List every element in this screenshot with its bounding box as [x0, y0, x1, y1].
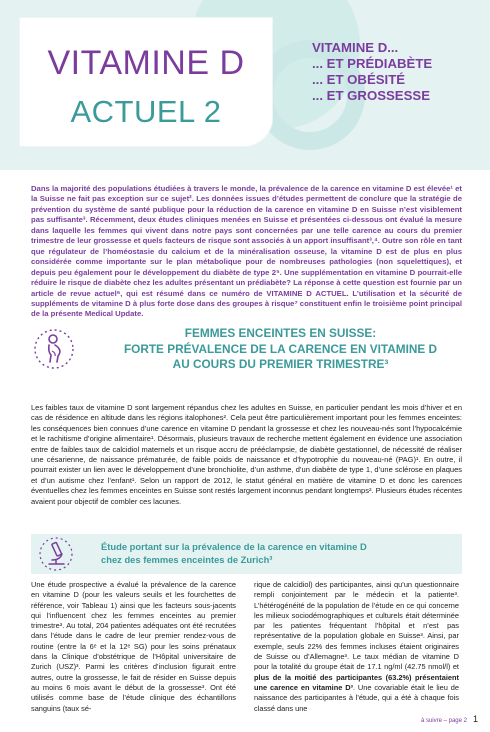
page-title-line2: ACTUEL 2 — [70, 94, 222, 129]
column-right — [254, 580, 459, 714]
column-left: Une étude prospective a évalué la prévalence de la carence en vitamine D (pour les valeurs seuils et les fourchettes de référence, voir Tableau 1) ainsi que les facteurs sous-jacents qui l’influencent chez les femmes enceintes au premier trimestre³. Au total, 204 patientes adéquates ont été recrutées dans l’étude dans le cadre de leur premier rendez-vous de routine (entre la 6ᵉ et la 12ᵉ SG) pour les soins prénataux dans la Clinique d’obstétrique de l’Hôpital universitaire de Zurich (USZ)³. Parmi les critères d’inclusion figurait entre autres, outre la grossesse, le fait de résider en Suisse depuis au moins 6 mois avant le début de la grossesse³. Ont été utilisés comme base de l’étude clinique des échantillons sanguins (taux sé- — [31, 580, 236, 713]
title-card — [20, 18, 272, 146]
page-footer — [421, 714, 478, 724]
column-text: . Une covariable était le lieu de naissance des participantes à l’étude, qui a été à chaque fois classé dans une — [254, 682, 459, 713]
section-body: Les faibles taux de vitamine D sont largement répandus chez les adultes en Suisse, en particulier pendant les mois d’hiver et en cas de résidence en altitude dans les régions italophones². Cela peut être particulièrement important pour les femmes enceintes: les conséquences bien connues d’une carence en vitamine D pendant la grossesse et chez les nouveau-nés sont l’hypocalcémie et le rachitisme d’origine alimentaire¹. Désormais, plusieurs travaux de recherche mettent également en évidence une association entre de faibles taux de calcidiol maternels et un risque accru de prééclampsie, de diabète gestationnel, de nécessité de réaliser une césarienne, de naissance prématurée, de faible poids de naissance et d’hypotrophie du nouveau-né (PAG)¹. En outre, il pourrait exister un lien avec le développement d’une bronchiolite, d’un asthme, d’un diabète de type 1, d’une sclérose en plaques et d’un autisme chez l’enfant¹. Selon un rapport de 2012, le statut général en matière de vitamine D et donc les carences éventuelles chez les femmes enceintes en Suisse sont restés largement inconnus pendant longtemps². Plusieurs études récentes avaient pour objectif de combler ces lacunes. — [31, 403, 462, 506]
pregnant-woman-icon — [33, 328, 75, 370]
page-title-line1: VITAMINE D — [47, 44, 245, 82]
study-heading — [101, 540, 431, 566]
microscope-icon — [38, 536, 74, 572]
topic-item: ... ET PRÉDIABÈTE — [312, 56, 433, 71]
section-heading-line: FORTE PRÉVALENCE DE LA CARENCE EN VITAMINE D — [123, 341, 438, 356]
column-emphasis: plus de la moitié des participantes (63.2%) présentaient une carence en vitamine D³ — [254, 672, 459, 692]
page-number: 1 — [472, 714, 478, 724]
column-text: rique de calcidiol) des participantes, ainsi qu’un questionnaire rempli conjointement par le médecin et la patiente³. L’hétérogénéité de la population de l’étude en ce qui concerne les milieux sociodémographiques et culturels était déterminée par les patientes fréquentant l’hôpital et n’est pas représentative de la population globale en Suisse³. Ainsi, par exemple, seuls 22% des femmes incluses étaient originaires de Suisse ou d’Allemagne³. Le taux médian de vitamine D pour la totalité du groupe était de 17.1 ng/ml (42.75 nmol/l) et — [254, 580, 459, 672]
section-heading-line: FEMMES ENCEINTES EN SUISSE: — [184, 326, 377, 340]
study-heading-line: Étude portant sur la prévalence de la carence en vitamine D — [101, 541, 367, 552]
continue-link[interactable]: à suivre – page 2 — [420, 718, 467, 724]
topic-list — [312, 40, 487, 104]
topic-item: VITAMINE D... — [312, 40, 399, 55]
section-heading — [88, 326, 473, 373]
topic-item: ... ET GROSSESSE — [312, 88, 430, 103]
study-heading-line: chez des femmes enceintes de Zurich³ — [101, 554, 273, 565]
intro-paragraph: Dans la majorité des populations étudiées à travers le monde, la prévalence de la carence en vitamine D est élevée¹ et la Suisse ne fait pas exception sur ce sujet². Les données issues d’études permettent de conclure que la stratégie de prévention du système de santé publique pour la réduction de la carence en vitamine D en Suisse n’est visiblement pas suffisante³. Récemment, deux études cliniques menées en Suisse et présentées ci-dessous ont évalué la mesure dans laquelle les femmes qui vivent dans notre pays sont concernées par une telle carence au cours du premier trimestre de leur grossesse et quels facteurs de risque sont associés à un apport insuffisant³,⁴. Outre son rôle en tant que régulateur de l’homéostasie du calcium et de la minéralisation osseuse, la vitamine D est de plus en plus considérée comme importante sur le plan métabolique pour de nombreuses pathologies (non squelettiques), et depuis peu également pour le développement du diabète de type 2⁵. Une supplémentation en vitamine D pourrait-elle réduire le risque de diabète chez les adultes présentant un prédiabète? La réponse à cette question est fournie par un article de revue actuel⁶, qui est résumé dans ce numéro de VITAMINE D ACTUEL. L’utilisation et la sécurité de suppléments de vitamine D à plus forte dose dans des groupes à risque⁷ constituent enfin le troisième point principal de la présente Medical Update. — [31, 184, 462, 319]
topic-item: ... ET OBÉSITÉ — [312, 72, 406, 87]
section-heading-line: AU COURS DU PREMIER TRIMESTRE³ — [172, 357, 389, 371]
